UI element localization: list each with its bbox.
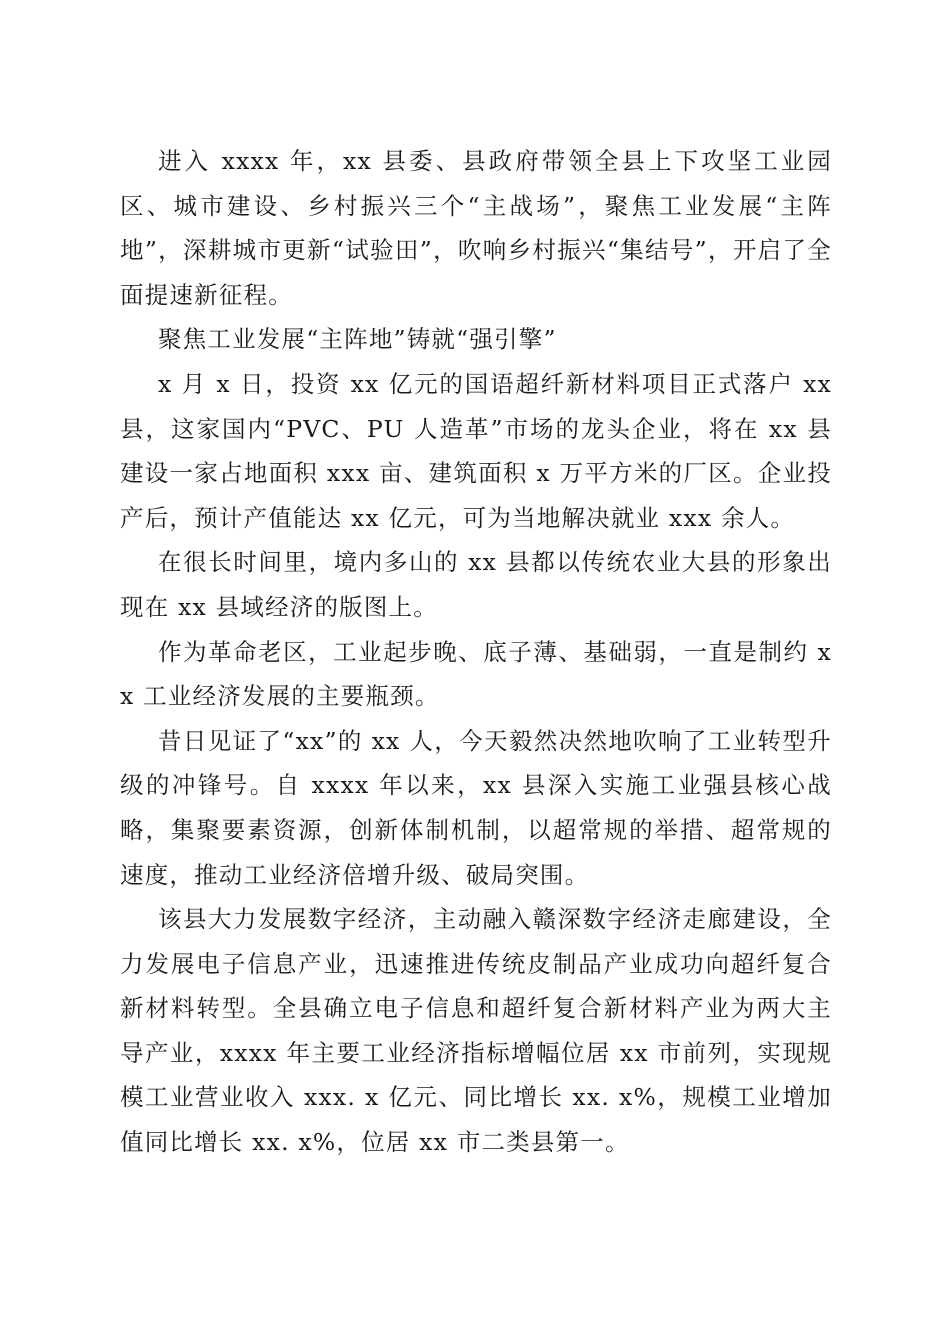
paragraph-transformation: 昔日见证了“xx”的 xx 人，今天毅然决然地吹响了工业转型升级的冲锋号。自 xxxx 年以来，xx 县深入实施工业强县核心战略，集聚要素资源，创新体制机制，以超常规的举措、超常规的速度，推动工业经济倍增升级、破局突围。: [120, 726, 832, 889]
paragraph-history: 在很长时间里，境内多山的 xx 县都以传统农业大县的形象出现在 xx 县域经济的版图上。: [120, 548, 832, 621]
paragraph-project: x 月 x 日，投资 xx 亿元的国语超纤新材料项目正式落户 xx 县，这家国内“PVC、PU 人造革”市场的龙头企业，将在 xx 县建设一家占地面积 xxx 亩、建筑面积 x 万平方米的厂区。企业投产后，预计产值能达 xx 亿元，可为当地解决就业 xxx 余人。: [120, 369, 832, 532]
paragraph-bottleneck: 作为革命老区，工业起步晚、底子薄、基础弱，一直是制约 xx 工业经济发展的主要瓶颈。: [120, 637, 832, 711]
document-body: [120, 139, 832, 1165]
section-heading: 聚焦工业发展“主阵地”铸就“强引擎”: [158, 325, 557, 354]
paragraph-intro: 进入 xxxx 年，xx 县委、县政府带领全县上下攻坚工业园区、城市建设、乡村振兴三个“主战场”，聚焦工业发展“主阵地”，深耕城市更新“试验田”，吹响乡村振兴“集结号”，开启了全面提速新征程。: [120, 147, 832, 309]
paragraph-digital-economy: 该县大力发展数字经济，主动融入赣深数字经济走廊建设，全力发展电子信息产业，迅速推进传统皮制品产业成功向超纤复合新材料转型。全县确立电子信息和超纤复合新材料产业为两大主导产业，xxxx 年主要工业经济指标增幅位居 xx 市前列，实现规模工业营业收入 xxx. x 亿元、同比增长 xx. x%，规模工业增加值同比增长 xx. x%，位居 xx 市二类县第一。: [120, 905, 832, 1157]
